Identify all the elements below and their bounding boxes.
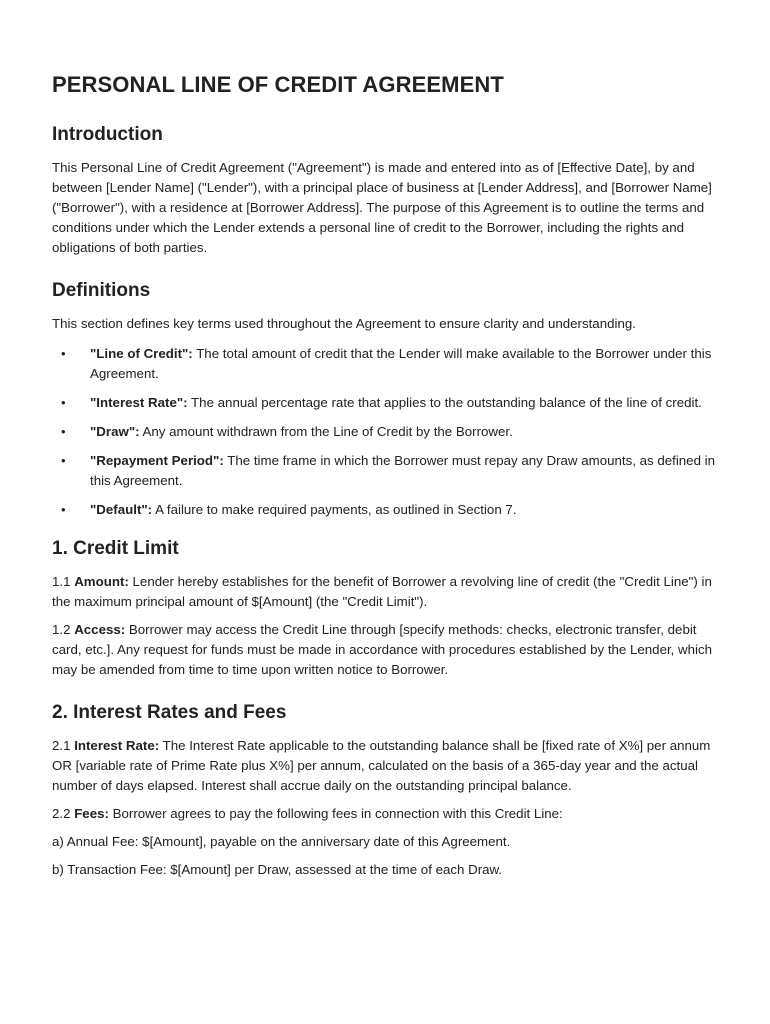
introduction-body: This Personal Line of Credit Agreement ("Agreement") is made and entered into as of [Effective Date], by and between [Lender Name] ("Lender"), with a principal place of business at [Lender Address], and [Borrower Name] ("Borrower"), with a residence at [Borrower Address]. The purpose of this Agreement is to outline the terms and conditions under which the Lender extends a personal line of credit to the Borrower, including the rights and obligations of both parties. <box>52 160 712 255</box>
definition-item <box>52 393 718 413</box>
definition-item <box>52 500 718 520</box>
introduction-heading: Introduction <box>52 124 163 145</box>
clause-label: Interest Rate: <box>74 738 160 753</box>
fees-clause <box>52 804 718 824</box>
clause-number: 1.1 <box>52 574 75 589</box>
definition-item <box>52 422 718 442</box>
definition-item <box>52 451 718 491</box>
interest-heading: 2. Interest Rates and Fees <box>52 702 287 723</box>
clause-number: 1.2 <box>52 622 75 637</box>
transaction-fee-item: b) Transaction Fee: $[Amount] per Draw, assessed at the time of each Draw. <box>52 862 503 877</box>
clause-label: Fees: <box>74 806 109 821</box>
bullet-icon: • <box>61 346 66 361</box>
definition-term: "Draw": <box>90 424 140 439</box>
definition-item <box>52 344 718 384</box>
document-title: PERSONAL LINE OF CREDIT AGREEMENT <box>52 72 504 97</box>
definition-term: "Default": <box>90 502 153 517</box>
clause-label: Amount: <box>74 574 129 589</box>
clause-number: 2.2 <box>52 806 75 821</box>
amount-clause <box>52 572 718 612</box>
definition-text: A failure to make required payments, as outlined in Section 7. <box>152 502 517 517</box>
interest-rate-clause <box>52 736 718 796</box>
definition-text: The total amount of credit that the Lender will make available to the Borrower under this Agreement. <box>90 346 712 381</box>
clause-text: The Interest Rate applicable to the outstanding balance shall be [fixed rate of X%] per annum OR [variable rate of Prime Rate plus X%] per annum, calculated on the basis of a 365-day year and the actual number of days elapsed. Interest shall accrue daily on the outstanding principal balance. <box>52 738 711 793</box>
access-clause <box>52 620 718 680</box>
definitions-list <box>52 344 718 520</box>
definition-text: The annual percentage rate that applies to the outstanding balance of the line of credit. <box>187 395 702 410</box>
definitions-heading: Definitions <box>52 280 151 301</box>
bullet-icon: • <box>61 502 66 517</box>
bullet-icon: • <box>61 424 66 439</box>
clause-label: Access: <box>74 622 126 637</box>
definition-term: "Repayment Period": <box>90 453 224 468</box>
definition-text: Any amount withdrawn from the Line of Credit by the Borrower. <box>139 424 513 439</box>
definition-text: The time frame in which the Borrower must repay any Draw amounts, as defined in this Agreement. <box>90 453 716 488</box>
definition-term: "Interest Rate": <box>90 395 188 410</box>
clause-text: Borrower agrees to pay the following fees in connection with this Credit Line: <box>108 806 563 821</box>
annual-fee-item: a) Annual Fee: $[Amount], payable on the anniversary date of this Agreement. <box>52 834 511 849</box>
clause-text: Borrower may access the Credit Line through [specify methods: checks, electronic transfer, debit card, etc.]. Any request for funds must be made in accordance with procedures established by the Lender, which may be amended from time to time upon written notice to Borrower. <box>52 622 713 677</box>
bullet-icon: • <box>61 453 66 468</box>
definitions-intro: This section defines key terms used throughout the Agreement to ensure clarity and understanding. <box>52 316 636 331</box>
credit-limit-heading: 1. Credit Limit <box>52 538 179 559</box>
definition-term: "Line of Credit": <box>90 346 193 361</box>
clause-text: Lender hereby establishes for the benefit of Borrower a revolving line of credit (the "Credit Line") in the maximum principal amount of $[Amount] (the "Credit Limit"). <box>52 574 712 609</box>
bullet-icon: • <box>61 395 66 410</box>
clause-number: 2.1 <box>52 738 75 753</box>
